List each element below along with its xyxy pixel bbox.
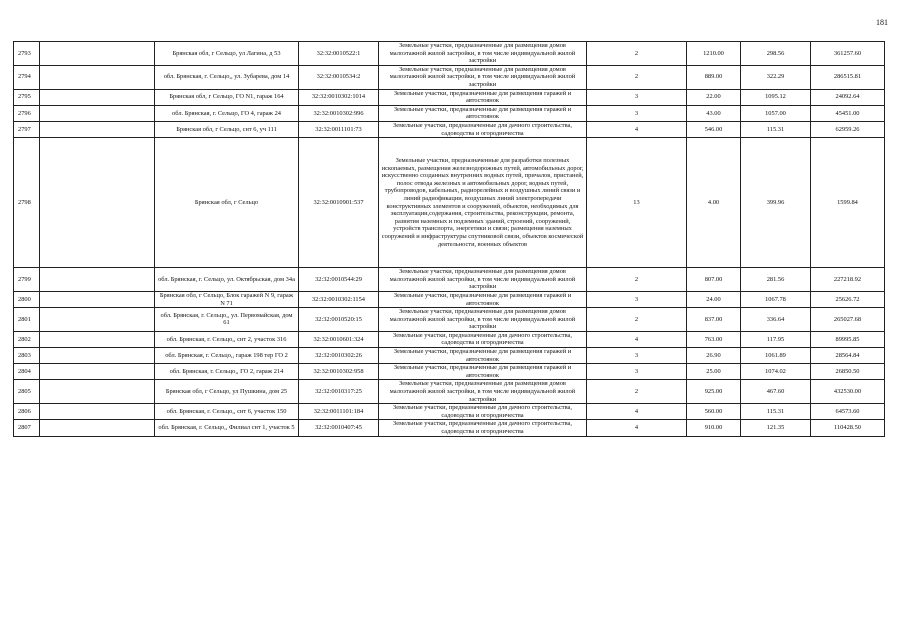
cadastral-number-cell: 32:32:0010302:1154 [299, 291, 379, 307]
land-use-purpose-cell: Земельные участки, предназначенные для дачного строительства, садоводства и огородничества [379, 331, 587, 347]
area-cell: 560.00 [687, 404, 741, 420]
address-cell: обл. Брянская, г. Сельцо,, ул. Зубарева, дом 14 [155, 65, 299, 89]
cadastral-number-cell: 32:32:0011101:184 [299, 404, 379, 420]
area-cell: 22.00 [687, 89, 741, 105]
empty-cell [40, 291, 155, 307]
area-cell: 25.00 [687, 364, 741, 380]
cadastral-value-cell: 286515.81 [811, 65, 885, 89]
specific-value-cell: 1074.02 [741, 364, 811, 380]
cadastral-value-cell: 89995.85 [811, 331, 885, 347]
specific-value-cell: 1067.78 [741, 291, 811, 307]
cadastral-value-cell: 26850.50 [811, 364, 885, 380]
cadastral-number-cell: 32:32:0010302:996 [299, 105, 379, 121]
row-number-cell: 2802 [14, 331, 40, 347]
land-use-purpose-cell: Земельные участки, предназначенные для размещения домов малоэтажной жилой застройки, в том числе индивидуальной жилой застройки [379, 308, 587, 332]
specific-value-cell: 298.56 [741, 42, 811, 66]
use-group-cell: 2 [587, 308, 687, 332]
empty-cell [40, 380, 155, 404]
specific-value-cell: 467.60 [741, 380, 811, 404]
row-number-cell: 2806 [14, 404, 40, 420]
cadastral-number-cell: 32:32:0011101:73 [299, 121, 379, 137]
use-group-cell: 2 [587, 65, 687, 89]
land-use-purpose-cell: Земельные участки, предназначенные для размещения гаражей и автостоянок [379, 364, 587, 380]
land-use-purpose-cell: Земельные участки, предназначенные для размещения домов малоэтажной жилой застройки, в том числе индивидуальной жилой застройки [379, 65, 587, 89]
use-group-cell: 3 [587, 89, 687, 105]
use-group-cell: 3 [587, 291, 687, 307]
cadastral-value-cell: 361257.60 [811, 42, 885, 66]
area-cell: 889.00 [687, 65, 741, 89]
cadastral-number-cell: 32:32:0010520:15 [299, 308, 379, 332]
use-group-cell: 4 [587, 404, 687, 420]
area-cell: 910.00 [687, 420, 741, 436]
cadastral-number-cell: 32:32:0010534:2 [299, 65, 379, 89]
land-use-purpose-cell: Земельные участки, предназначенные для размещения домов малоэтажной жилой застройки, в том числе индивидуальной жилой застройки [379, 268, 587, 292]
address-cell: обл. Брянская, г. Сельцо, ул. Октябрьская, дом 34а [155, 268, 299, 292]
table-row [14, 380, 885, 404]
land-use-purpose-cell: Земельные участки, предназначенные для размещения домов малоэтажной жилой застройки, в том числе индивидуальной жилой застройки [379, 380, 587, 404]
table-row [14, 331, 885, 347]
table-row [14, 348, 885, 364]
empty-cell [40, 420, 155, 436]
empty-cell [40, 404, 155, 420]
page-number: 181 [876, 18, 888, 27]
table-row [14, 291, 885, 307]
row-number-cell: 2793 [14, 42, 40, 66]
row-number-cell: 2800 [14, 291, 40, 307]
cadastral-number-cell: 32:32:0010544:29 [299, 268, 379, 292]
table-row [14, 138, 885, 268]
specific-value-cell: 399.96 [741, 138, 811, 268]
row-number-cell: 2796 [14, 105, 40, 121]
table-row [14, 105, 885, 121]
row-number-cell: 2799 [14, 268, 40, 292]
empty-cell [40, 348, 155, 364]
use-group-cell: 13 [587, 138, 687, 268]
specific-value-cell: 121.35 [741, 420, 811, 436]
row-number-cell: 2798 [14, 138, 40, 268]
land-use-purpose-cell: Земельные участки, предназначенные для разработки полезных ископаемых, размещения железнодорожных путей, автомобильных дорог, искусственно созданных внутренних водных путей, причалов, пристаней, полос отвода железных и автомобильных дорог, водных путей, трубопроводов, кабельных, радиорелейных и воздушных линий связи и линий радиофикации, воздушных линий электропередачи конструктивных элементов и сооружений, объектов, необходимых для эксплуатации,содержания, строительства, реконструкции, ремонта, развития наземных и подземных зданий, строений, сооружений, устройств транспорта, энергетики и связи; размещения наземных сооружений и инфраструктуры спутниковой связи, объектов космической деятельности, военных объектов [379, 138, 587, 268]
area-cell: 24.00 [687, 291, 741, 307]
row-number-cell: 2797 [14, 121, 40, 137]
area-cell: 807.00 [687, 268, 741, 292]
land-use-purpose-cell: Земельные участки, предназначенные для размещения домов малоэтажной жилой застройки, в том числе индивидуальной жилой застройки [379, 42, 587, 66]
table-row [14, 364, 885, 380]
land-use-purpose-cell: Земельные участки, предназначенные для размещения гаражей и автостоянок [379, 105, 587, 121]
cadastral-value-table [13, 41, 885, 437]
area-cell: 925.00 [687, 380, 741, 404]
cadastral-value-cell: 64573.60 [811, 404, 885, 420]
row-number-cell: 2807 [14, 420, 40, 436]
empty-cell [40, 308, 155, 332]
empty-cell [40, 121, 155, 137]
cadastral-number-cell: 32:32:0010302:958 [299, 364, 379, 380]
land-use-purpose-cell: Земельные участки, предназначенные для дачного строительства, садоводства и огородничества [379, 121, 587, 137]
cadastral-number-cell: 32:32:0010901:537 [299, 138, 379, 268]
cadastral-number-cell: 32:32:0010407:45 [299, 420, 379, 436]
area-cell: 43.00 [687, 105, 741, 121]
address-cell: обл. Брянская, г. Сельцо,, ул. Первомайская, дом 61 [155, 308, 299, 332]
cadastral-value-cell: 1599.84 [811, 138, 885, 268]
row-number-cell: 2803 [14, 348, 40, 364]
cadastral-number-cell: 32:32:0010317:25 [299, 380, 379, 404]
address-cell: Брянская обл, г Сельцо, ГО N1, гараж 164 [155, 89, 299, 105]
use-group-cell: 2 [587, 268, 687, 292]
use-group-cell: 2 [587, 42, 687, 66]
specific-value-cell: 1057.00 [741, 105, 811, 121]
specific-value-cell: 322.29 [741, 65, 811, 89]
cadastral-value-cell: 24092.64 [811, 89, 885, 105]
specific-value-cell: 117.95 [741, 331, 811, 347]
empty-cell [40, 42, 155, 66]
specific-value-cell: 1061.89 [741, 348, 811, 364]
area-cell: 837.00 [687, 308, 741, 332]
cadastral-value-cell: 28564.84 [811, 348, 885, 364]
use-group-cell: 3 [587, 364, 687, 380]
use-group-cell: 4 [587, 331, 687, 347]
cadastral-number-cell: 32:32:0010302:26 [299, 348, 379, 364]
specific-value-cell: 1095.12 [741, 89, 811, 105]
land-use-purpose-cell: Земельные участки, предназначенные для размещения гаражей и автостоянок [379, 89, 587, 105]
cadastral-value-cell: 25626.72 [811, 291, 885, 307]
address-cell: Брянская обл, г Сельцо, Блок гаражей N 9, гараж N 71 [155, 291, 299, 307]
table-row [14, 268, 885, 292]
cadastral-number-cell: 32:32:0010601:324 [299, 331, 379, 347]
address-cell: обл. Брянская, г. Сельцо, ГО 4, гараж 24 [155, 105, 299, 121]
row-number-cell: 2795 [14, 89, 40, 105]
address-cell: Брянская обл, г Сельцо [155, 138, 299, 268]
cadastral-value-cell: 265027.68 [811, 308, 885, 332]
area-cell: 546.00 [687, 121, 741, 137]
specific-value-cell: 336.64 [741, 308, 811, 332]
empty-cell [40, 268, 155, 292]
land-use-purpose-cell: Земельные участки, предназначенные для размещения гаражей и автостоянок [379, 348, 587, 364]
empty-cell [40, 89, 155, 105]
use-group-cell: 2 [587, 380, 687, 404]
address-cell: Брянская обл, г Сельцо, ул Лагина, д 53 [155, 42, 299, 66]
area-cell: 26.90 [687, 348, 741, 364]
empty-cell [40, 65, 155, 89]
use-group-cell: 4 [587, 121, 687, 137]
table-row [14, 308, 885, 332]
specific-value-cell: 115.31 [741, 121, 811, 137]
table-row [14, 420, 885, 436]
address-cell: Брянская обл, г Сельцо, снт 6, уч 111 [155, 121, 299, 137]
table-row [14, 89, 885, 105]
table-row [14, 42, 885, 66]
land-use-purpose-cell: Земельные участки, предназначенные для размещения гаражей и автостоянок [379, 291, 587, 307]
land-use-purpose-cell: Земельные участки, предназначенные для дачного строительства, садоводства и огородничества [379, 404, 587, 420]
table-row [14, 65, 885, 89]
area-cell: 4.00 [687, 138, 741, 268]
table-body [14, 42, 885, 437]
address-cell: Брянская обл, г Сельцо, ул Пушкина, дом 25 [155, 380, 299, 404]
cadastral-value-cell: 110428.50 [811, 420, 885, 436]
cadastral-value-cell: 45451.00 [811, 105, 885, 121]
cadastral-value-cell: 432530.00 [811, 380, 885, 404]
table-row [14, 404, 885, 420]
row-number-cell: 2804 [14, 364, 40, 380]
row-number-cell: 2805 [14, 380, 40, 404]
use-group-cell: 3 [587, 348, 687, 364]
area-cell: 1210.00 [687, 42, 741, 66]
address-cell: обл. Брянская, г. Сельцо,, Филиал снт 1, участок 5 [155, 420, 299, 436]
empty-cell [40, 331, 155, 347]
specific-value-cell: 281.56 [741, 268, 811, 292]
empty-cell [40, 364, 155, 380]
area-cell: 763.00 [687, 331, 741, 347]
address-cell: обл. Брянская, г. Сельцо,, ГО 2, гараж 214 [155, 364, 299, 380]
cadastral-number-cell: 32:32:0010522:1 [299, 42, 379, 66]
cadastral-value-cell: 227218.92 [811, 268, 885, 292]
use-group-cell: 4 [587, 420, 687, 436]
address-cell: обл. Брянская, г. Сельцо,, снт 2, участок 316 [155, 331, 299, 347]
use-group-cell: 3 [587, 105, 687, 121]
empty-cell [40, 138, 155, 268]
row-number-cell: 2801 [14, 308, 40, 332]
specific-value-cell: 115.31 [741, 404, 811, 420]
address-cell: обл. Брянская, г. Сельцо,, гараж 198 тер ГО 2 [155, 348, 299, 364]
cadastral-value-cell: 62959.26 [811, 121, 885, 137]
address-cell: обл. Брянская, г. Сельцо,, снт 6, участок 150 [155, 404, 299, 420]
row-number-cell: 2794 [14, 65, 40, 89]
table-row [14, 121, 885, 137]
land-use-purpose-cell: Земельные участки, предназначенные для дачного строительства, садоводства и огородничества [379, 420, 587, 436]
empty-cell [40, 105, 155, 121]
cadastral-number-cell: 32:32:0010302:1014 [299, 89, 379, 105]
